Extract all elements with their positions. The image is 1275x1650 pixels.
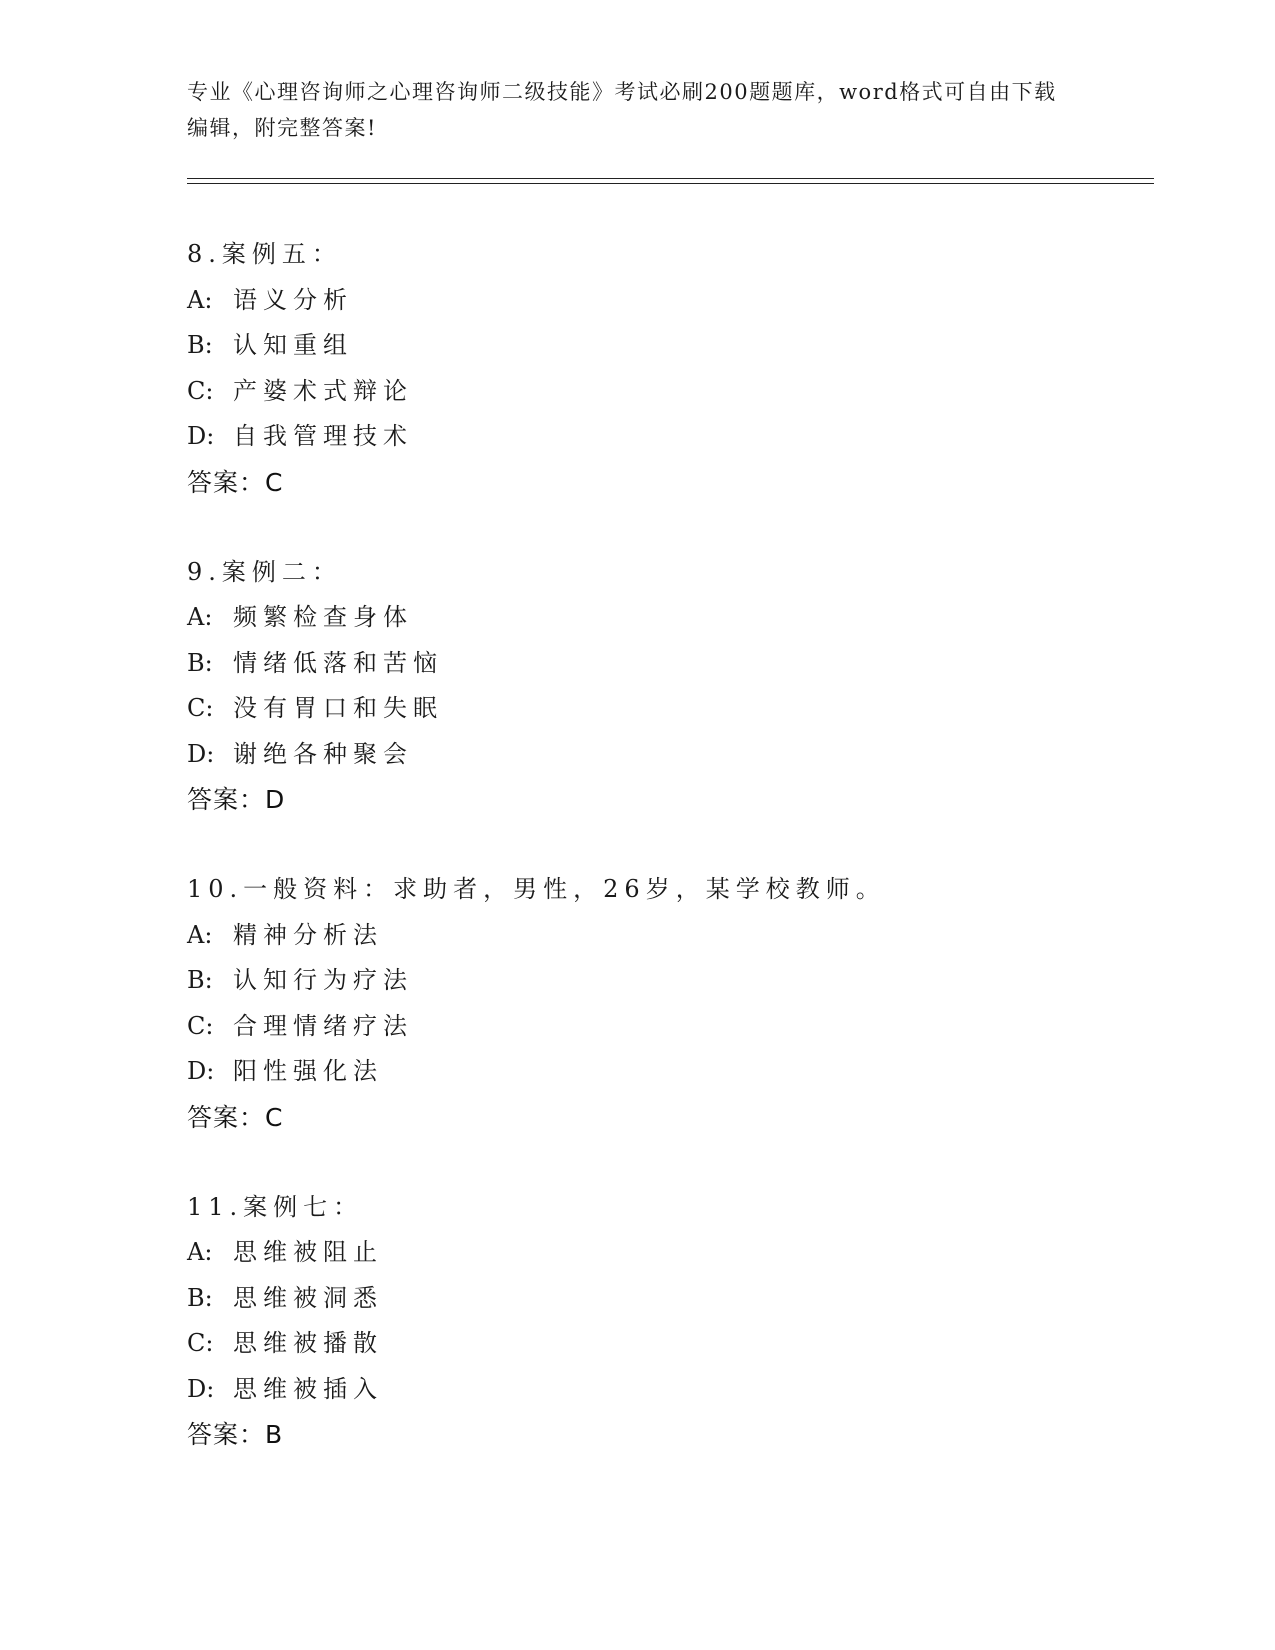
option-text: 频繁检查身体: [233, 603, 413, 631]
option-text: 思维被播散: [233, 1329, 383, 1357]
option-d: [187, 1367, 1147, 1413]
option-c: [187, 369, 1147, 415]
answer-line: 答案：B: [187, 1420, 284, 1449]
question-8: [187, 232, 1147, 506]
question-stem: 9.案例二：: [187, 557, 342, 586]
option-text: 阳性强化法: [233, 1057, 383, 1085]
option-text: 自我管理技术: [233, 422, 413, 450]
option-c: [187, 1321, 1147, 1367]
option-key: C:: [187, 376, 214, 405]
header-divider-top: [187, 178, 1154, 179]
answer-line: 答案：C: [187, 1102, 284, 1132]
option-d: [187, 414, 1147, 460]
option-key: C:: [187, 694, 214, 722]
option-key: D:: [187, 1374, 215, 1403]
option-a: [187, 913, 1147, 959]
option-c: [187, 1004, 1147, 1050]
option-key: B:: [187, 648, 213, 677]
option-text: 思维被阻止: [233, 1238, 383, 1266]
option-key: B:: [187, 1283, 213, 1312]
option-text: 思维被插入: [233, 1374, 383, 1403]
option-key: A:: [187, 920, 213, 949]
option-text: 谢绝各种聚会: [233, 739, 413, 768]
option-text: 精神分析法: [233, 920, 383, 949]
option-key: C:: [187, 1011, 214, 1040]
option-text: 语义分析: [233, 285, 353, 314]
option-key: D:: [187, 1057, 215, 1085]
option-key: C:: [187, 1329, 214, 1357]
option-text: 认知重组: [233, 331, 353, 359]
question-stem: 10.一般资料：求助者，男性，26岁，某学校教师。: [187, 875, 886, 903]
option-b: [187, 323, 1147, 369]
question-stem: 11.案例七：: [187, 1192, 364, 1221]
option-key: A:: [187, 285, 213, 314]
option-b: [187, 958, 1147, 1004]
option-text: 情绪低落和苦恼: [233, 648, 443, 677]
option-text: 认知行为疗法: [233, 966, 413, 994]
option-text: 合理情绪疗法: [233, 1011, 413, 1040]
option-key: A:: [187, 1238, 213, 1266]
option-key: B:: [187, 331, 213, 359]
option-key: B:: [187, 966, 213, 994]
question-stem: 8.案例五：: [187, 240, 342, 268]
option-a: [187, 278, 1147, 324]
option-text: 没有胃口和失眠: [233, 694, 443, 722]
answer-line: 答案：D: [187, 785, 286, 814]
option-b: [187, 1276, 1147, 1322]
option-key: A:: [187, 603, 213, 631]
option-text: 产婆术式辩论: [233, 376, 413, 405]
option-text: 思维被洞悉: [233, 1283, 383, 1312]
option-key: D:: [187, 739, 215, 768]
question-10: [187, 867, 1147, 1141]
header-divider-bottom: [187, 183, 1154, 184]
option-b: [187, 641, 1147, 687]
answer-line: 答案：C: [187, 467, 284, 497]
question-list: [187, 232, 1147, 1502]
question-9: [187, 550, 1147, 824]
option-c: [187, 686, 1147, 732]
option-d: [187, 1049, 1147, 1095]
option-a: [187, 595, 1147, 641]
question-11: [187, 1185, 1147, 1459]
option-key: D:: [187, 422, 215, 450]
option-d: [187, 732, 1147, 778]
document-header: 专业《心理咨询师之心理咨询师二级技能》考试必刷200题题库，word格式可自由下载编辑，附完整答案!: [187, 80, 1057, 140]
option-a: [187, 1230, 1147, 1276]
